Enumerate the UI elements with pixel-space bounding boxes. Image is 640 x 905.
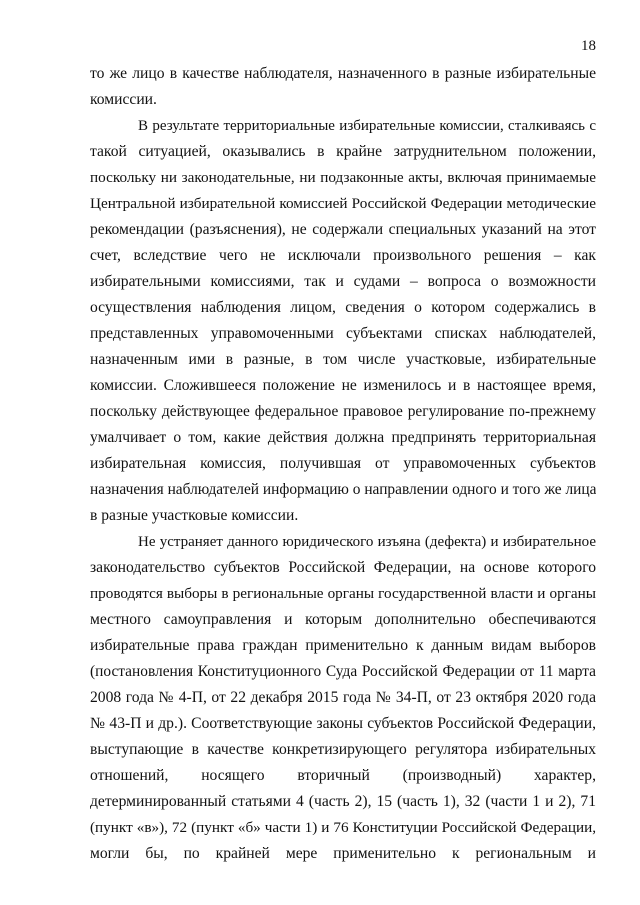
- text-line: выступающие в качестве конкретизирующего регулятора избирательных: [90, 741, 596, 758]
- text-line: № 43-П и др.). Соответствующие законы субъектов Российской Федерации,: [90, 715, 596, 732]
- text-line: 2008 года № 4-П, от 22 декабря 2015 года № 34-П, от 23 октября 2020 года: [90, 689, 596, 706]
- text-line: то же лицо в качестве наблюдателя, назначенного в разные избирательные: [90, 65, 596, 82]
- text-line: умалчивает о том, какие действия должна предпринять территориальная: [90, 429, 596, 446]
- text-line: избирательные права граждан применительно к данным видам выборов: [90, 637, 596, 654]
- text-line: Не устраняет данного юридического изъяна (дефекта) и избирательное: [138, 534, 596, 550]
- text-line: назначения наблюдателей информацию о направлении одного и того же лица: [90, 481, 596, 498]
- text-line: (постановления Конституционного Суда Российской Федерации от 11 марта: [90, 663, 596, 680]
- text-line: могли бы, по крайней мере применительно к региональным и: [90, 845, 596, 862]
- text-line: избирательными комиссиями, так и судами – вопроса о возможности: [90, 273, 596, 290]
- text-line: поскольку ни законодательные, ни подзаконные акты, включая принимаемые: [90, 169, 596, 186]
- page-number: 18: [581, 38, 596, 54]
- text-line: проводятся выборы в региональные органы государственной власти и органы: [90, 585, 596, 602]
- text-line: комиссии. Сложившееся положение не изменилось и в настоящее время,: [90, 377, 596, 394]
- text-line: такой ситуацией, оказывались в крайне затруднительном положении,: [90, 143, 596, 160]
- text-line: назначенным ими в разные, в том числе участковые, избирательные: [90, 351, 596, 368]
- text-line: в разные участковые комиссии.: [90, 507, 299, 524]
- text-line: местного самоуправления и которым дополнительно обеспечиваются: [90, 611, 596, 628]
- text-line: поскольку действующее федеральное правовое регулирование по-прежнему: [90, 403, 596, 420]
- text-line: осуществления наблюдения лицом, сведения о котором содержались в: [90, 299, 596, 316]
- text-line: отношений, носящего вторичный (производный) характер,: [90, 767, 596, 784]
- text-line: представленных управомоченными субъектами списках наблюдателей,: [90, 325, 596, 342]
- text-line: избирательная комиссия, получившая от управомоченных субъектов: [90, 455, 596, 472]
- text-line: комиссии.: [90, 91, 157, 108]
- text-line: рекомендации (разъяснения), не содержали специальных указаний на этот: [90, 221, 596, 238]
- text-line: законодательство субъектов Российской Федерации, на основе которого: [90, 559, 596, 576]
- document-body: [90, 61, 596, 867]
- text-line: детерминированный статьями 4 (часть 2), 15 (часть 1), 32 (части 1 и 2), 71: [90, 793, 596, 810]
- text-line: Центральной избирательной комиссией Российской Федерации методические: [90, 195, 596, 212]
- text-line: счет, вследствие чего не исключали произвольного решения – как: [90, 247, 596, 264]
- text-line: (пункт «в»), 72 (пункт «б» части 1) и 76 Конституции Российской Федерации,: [90, 819, 596, 836]
- text-line: В результате территориальные избирательные комиссии, сталкиваясь с: [138, 118, 596, 134]
